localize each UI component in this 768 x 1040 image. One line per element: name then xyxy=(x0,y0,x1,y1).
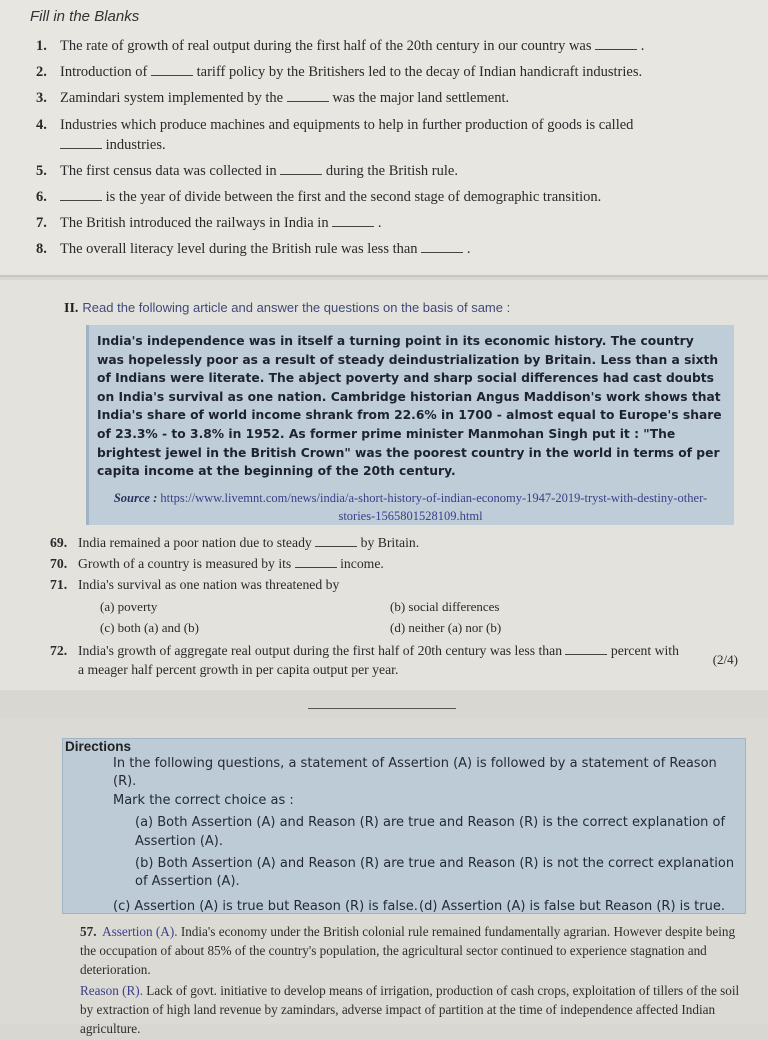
question-item: 72. India's growth of aggregate real output during the first half of 20th century was less than percent with a meager half percent growth in per capita output per year. xyxy=(50,643,679,677)
answer-blank xyxy=(60,188,102,201)
answer-blank xyxy=(565,642,607,655)
answer-blank xyxy=(421,240,463,253)
case-study-section xyxy=(0,280,768,690)
question-item: 69. India remained a poor nation due to steady by Britain. xyxy=(50,535,420,550)
divider xyxy=(308,708,456,709)
article-source: Source : https://www.livemnt.com/news/india/a-short-history-of-indian-economy-1947-2019-tryst-with-destiny-other-stories-1565801528109.html xyxy=(113,490,708,523)
answer-blank xyxy=(295,555,337,568)
answer-blank xyxy=(332,214,374,227)
choice-b: (b) Both Assertion (A) and Reason (R) are true and Reason (R) is not the correct explanation of Assertion (A). xyxy=(135,856,735,890)
directions-text: In the following questions, a statement of Assertion (A) is followed by a statement of Reason (R). Mark the correct choice as : (a) Both Assertion (A) and Reason (R) are true and Reason (R) is the correct explanation of Assertion (A). (b) Both Assertion (A) and Reason (R) are true and Reason (R) is not the correct explanation of Assertion (A). (c) Assertion (A) is true but Reason (R) is false. (d) Assertion (A) is false but Reason (R) is true. xyxy=(113,755,735,916)
answer-blank xyxy=(595,37,637,50)
question-item: 1. The rate of growth of real output during the first half of the 20th century in our country was . xyxy=(36,38,645,54)
option-c: (c) both (a) and (b) xyxy=(100,620,199,635)
option-d: (d) neither (a) nor (b) xyxy=(390,620,502,635)
fill-in-blanks-section xyxy=(0,0,768,277)
question-item: 70. Growth of a country is measured by its income. xyxy=(50,556,384,571)
choice-a: (a) Both Assertion (A) and Reason (R) are true and Reason (R) is the correct explanation of Assertion (A). xyxy=(135,815,726,849)
mcq-options xyxy=(50,596,750,638)
question-item: 57. Assertion (A). India's economy under the British colonial rule remained fundamentally agrarian. However despite being the occupation of about 85% of the country's population, the agricultural sector continued to experience stagnation and deterioration. Reason (R). Lack of govt. initiative to develop means of irrigation, production of cash crops, exploitation of tillers of the soil by extraction of high land revenue by zamindars, adverse impact of partition at the time of independence affected Indian agriculture. xyxy=(80,924,740,1036)
question-item: 71. India's survival as one nation was threatened by xyxy=(50,577,340,592)
question-list xyxy=(50,533,750,681)
section-heading: II. Read the following article and answer the questions on the basis of same : xyxy=(64,300,511,316)
question-item: 7. The British introduced the railways in India in . xyxy=(36,215,382,232)
option-a: (a) poverty xyxy=(100,599,158,614)
choice-d: (d) Assertion (A) is false but Reason (R) is true. xyxy=(419,898,725,914)
source-link[interactable]: https://www.livemnt.com/news/india/a-short-history-of-indian-economy-1947-2019-tryst-with-destiny-other-stories-1565801528109.html xyxy=(160,490,708,523)
section-title: Fill in the Blanks xyxy=(30,8,140,25)
answer-blank xyxy=(151,63,193,76)
answer-blank xyxy=(60,136,102,149)
answer-blank xyxy=(287,89,329,102)
answer-blank xyxy=(280,162,322,175)
question-item: 4. Industries which produce machines and equipments to help in further production of goods is called industries. xyxy=(36,116,634,153)
option-b: (b) social differences xyxy=(390,599,500,614)
question-item: 6. is the year of divide between the first and the second stage of demographic transition. xyxy=(36,188,602,205)
assertion-reason-section xyxy=(0,718,768,1036)
question-item: 5. The first census data was collected in during the British rule. xyxy=(36,162,458,179)
article-text: India's independence was in itself a turning point in its economic history. The country was hopelessly poor as a result of steady deindustrialization by Britain. Less than a sixth of Indians were literate. The abject poverty and sharp social differences had cast doubts on India's survival as one nation. Cambridge historian Angus Maddison's work shows that India's share of world income shrank from 22.6% in 1700 - almost equal to Europe's share of 23.3% - to 3.8% in 1952. As former prime minister Manmohan Singh put it : "The brightest jewel in the British Crown" was the poorest country in the world in terms of per capita income at the beginning of the 20th century. xyxy=(97,334,722,479)
fill-blank-list xyxy=(36,36,766,266)
directions-title: Directions xyxy=(65,739,132,754)
article-box xyxy=(86,325,734,525)
marks-label: (2/4) xyxy=(712,652,738,667)
choice-c: (c) Assertion (A) is true but Reason (R) is false. xyxy=(113,898,418,914)
question-item: 2. Introduction of tariff policy by the Britishers led to the decay of Indian handicraft industries. xyxy=(36,64,643,81)
question-item: 8. The overall literacy level during the British rule was less than . xyxy=(36,241,471,258)
directions-box xyxy=(62,738,746,914)
answer-blank xyxy=(315,534,357,547)
question-item: 3. Zamindari system implemented by the was the major land settlement. xyxy=(36,90,510,107)
